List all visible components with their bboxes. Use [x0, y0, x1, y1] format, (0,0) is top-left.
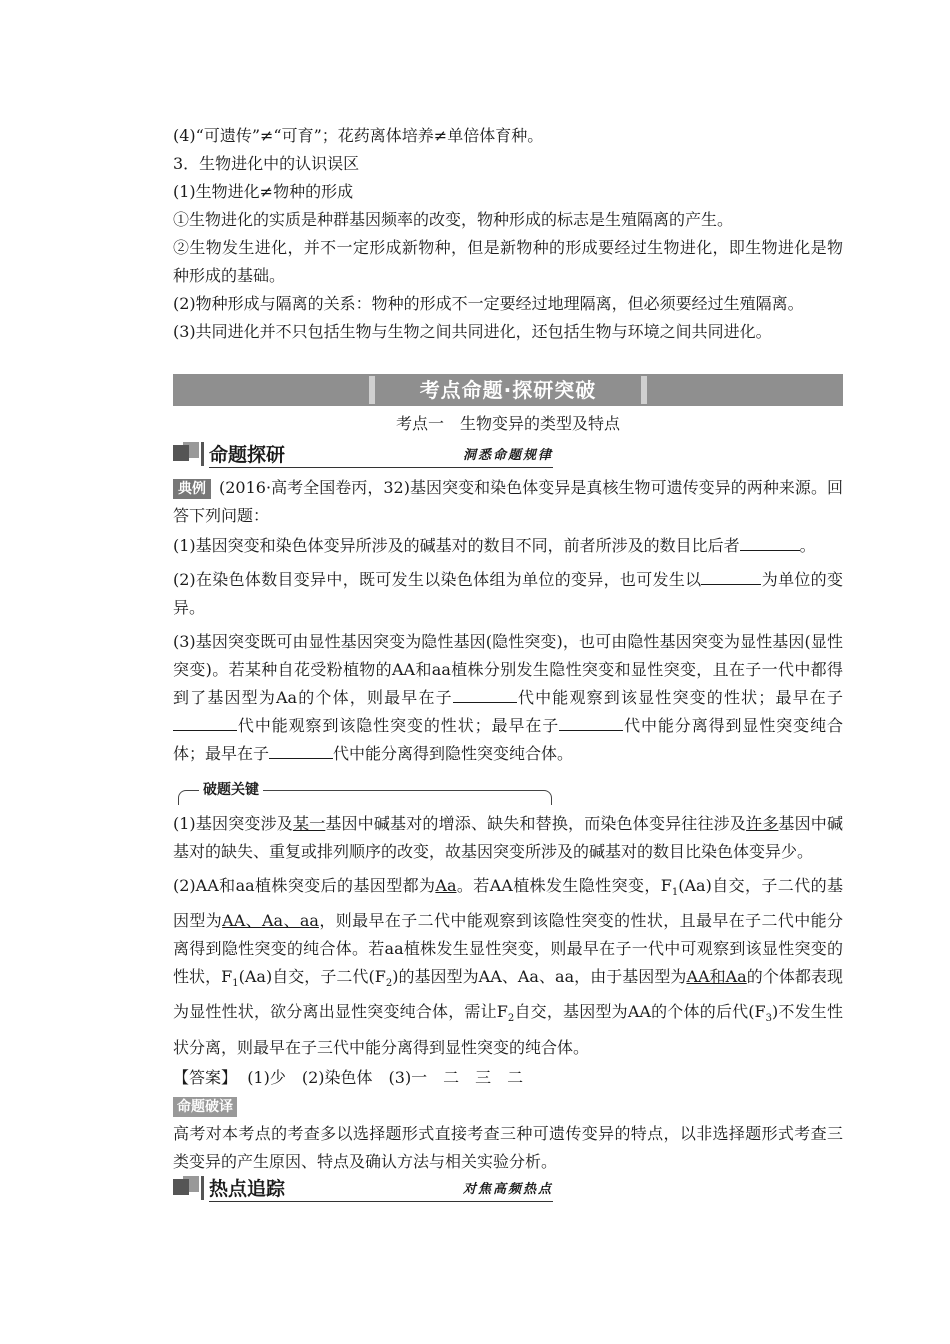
- question-2: [173, 566, 843, 622]
- question-3-text-c: 代中能观察到该隐性突变的性状；最早在子: [237, 716, 560, 735]
- kp2-sub: 1: [671, 887, 679, 899]
- section-header-hotspot: [173, 1176, 553, 1202]
- intro-heading-3: 3．生物进化中的认识误区: [173, 154, 360, 173]
- kp2-d: ，则最早在子二代中能观察到该隐性突变的性状，且最早在子二代中能分离得到隐性突变的纯合体。若aa植株发生显性突变，则最早在子一代中可观察到该显性突变的性状，F: [173, 911, 843, 987]
- section-caption: 洞悉命题规律: [462, 448, 553, 463]
- kp1-c: 基因中碱基对的缺失、重复或排列顺序的改变，故基因突变所涉及的碱基对的数目比染色体变异少。: [173, 814, 843, 861]
- section-header-research: [173, 442, 553, 468]
- intro-item-2: (2)物种形成与隔离的关系：物种的形成不一定要经过地理隔离，但必须要经过生殖隔离。: [173, 294, 804, 313]
- kp2-underline: AA、Aa、aa: [222, 911, 319, 931]
- question-1-text: (1)基因突变和染色体变异所涉及的碱基对的数目不同，前者所涉及的数目比后者: [173, 536, 740, 555]
- answer-blank[interactable]: [453, 688, 517, 703]
- answer-blank[interactable]: [559, 716, 623, 731]
- question-3-text: (3)基因突变既可由显性基因突变为隐性基因(隐性突变)，也可由隐性基因突变为显性基因(显性突变)。若某种自花受粉植物的AA和aa植株分别发生隐性突变和显性突变，且在子一代中都得到了基因型为Aa的个体，则最早在子: [173, 632, 843, 707]
- key-box: [178, 782, 552, 805]
- section-title: 热点追踪: [209, 1178, 286, 1200]
- question-2-end: 为单位的变异。: [173, 570, 843, 617]
- kp2-sub: 2: [385, 978, 393, 990]
- question-3-text-e: 代中能分离得到隐性突变纯合体。: [333, 744, 574, 763]
- kp2-sub: 1: [232, 978, 239, 990]
- intro-item-3: (3)共同进化并不只包括生物与生物之间共同进化，还包括生物与环境之间共同进化。: [173, 322, 772, 341]
- kp2-i: )不发生性状分离，则最早在子三代中能分离得到显性突变的纯合体。: [173, 1002, 843, 1057]
- key-block: [173, 810, 843, 1092]
- section-title: 命题探研: [209, 444, 286, 466]
- kp2-e: (Aa)自交，子二代(F: [238, 967, 386, 987]
- kp2-b: 。若AA植株发生隐性突变，F: [456, 876, 672, 895]
- question-3-text-b: 代中能观察到该显性突变的性状；最早在子: [516, 688, 843, 707]
- banner-title: 考点命题·探研突破: [419, 378, 597, 402]
- section-caption: 对焦高频热点: [462, 1182, 553, 1197]
- interpretation-block: [173, 1092, 843, 1176]
- kp1-underline: 许多: [746, 814, 779, 833]
- answer-label: 【答案】: [173, 1067, 238, 1087]
- section-banner: [173, 374, 843, 406]
- intro-item-1b: ②生物发生进化，并不一定形成新物种，但是新物种的形成要经过生物进化，即生物进化是物种形成的基础。: [173, 238, 843, 285]
- question-1: [173, 532, 843, 560]
- question-1-end: 。: [799, 536, 816, 555]
- answer-blank[interactable]: [173, 716, 237, 731]
- section-bar: [201, 442, 204, 466]
- example-lead: [173, 474, 843, 530]
- answer-blank[interactable]: [701, 570, 761, 585]
- answer-blank[interactable]: [740, 536, 780, 551]
- kp2-c: (Aa)自交，子二代的基因型为: [173, 876, 843, 931]
- interpretation-tag-line: [173, 1092, 843, 1120]
- key-point-2: [173, 872, 843, 1062]
- intro-line-4: (4)“可遗传”≠“可育”；花药离体培养≠单倍体育种。: [173, 126, 544, 145]
- kp2-sub: 2: [507, 1013, 515, 1025]
- answer-blank[interactable]: [780, 536, 800, 551]
- intro-item-1: (1)生物进化≠物种的形成: [173, 182, 354, 201]
- example-lead-text: (2016·高考全国卷丙，32)基因突变和染色体变异是真核生物可遗传变异的两种来源。回答下列问题：: [173, 478, 843, 525]
- section-square-icon: [173, 1179, 189, 1195]
- kp2-underline: Aa: [435, 876, 457, 895]
- intro-item-1a: ①生物进化的实质是种群基因频率的改变，物种形成的标志是生殖隔离的产生。: [173, 210, 734, 229]
- question-2-text: (2)在染色体数目变异中，既可发生以染色体组为单位的变异，也可发生以: [173, 570, 702, 589]
- kp1-underline: 某一: [292, 814, 326, 833]
- interpretation-tag: 命题破译: [173, 1097, 237, 1117]
- kp2-a: (2)AA和aa植株突变后的基因型都为: [173, 876, 436, 895]
- banner-right-bar: [641, 376, 647, 404]
- kp2-g: 的个体都表现为显性性状，欲分离出显性突变纯合体，需让F: [173, 967, 843, 1022]
- example-tag: 典例: [173, 479, 211, 499]
- kp1-b: 基因中碱基对的增添、缺失和替换，而染色体变异往往涉及: [325, 814, 747, 833]
- answer-blank[interactable]: [269, 744, 333, 759]
- kp1-a: (1)基因突变涉及: [173, 814, 293, 833]
- interpretation-text: 高考对本考点的考查多以选择题形式直接考查三种可遗传变异的特点，以非选择题形式考查三类变异的产生原因、特点及确认方法与相关实验分析。: [173, 1124, 843, 1171]
- intro-block: [173, 122, 843, 346]
- kp2-sub: 3: [765, 1013, 772, 1025]
- question-3: [173, 628, 843, 768]
- kp2-f: )的基因型为AA、Aa、aa，由于基因型为: [392, 967, 687, 987]
- kp2-underline: AA和Aa: [686, 967, 747, 987]
- section-divider: [209, 467, 553, 468]
- kp2-h: 自交，基因型为AA的个体的后代(F: [514, 1002, 766, 1022]
- section-bar: [201, 1176, 204, 1200]
- answer-line: [173, 1064, 843, 1092]
- section-square-icon: [173, 445, 189, 461]
- example-block: [173, 474, 843, 768]
- answer-text: (1)少 (2)染色体 (3)一 二 三 二: [247, 1067, 524, 1087]
- question-3-text-d: 代中能分离得到显性突变纯合体；最早在子: [173, 716, 843, 763]
- key-label: 破题关键: [199, 779, 263, 799]
- topic-title: 考点一 生物变异的类型及特点: [395, 414, 620, 433]
- key-point-1: [173, 810, 843, 866]
- section-divider: [209, 1201, 553, 1202]
